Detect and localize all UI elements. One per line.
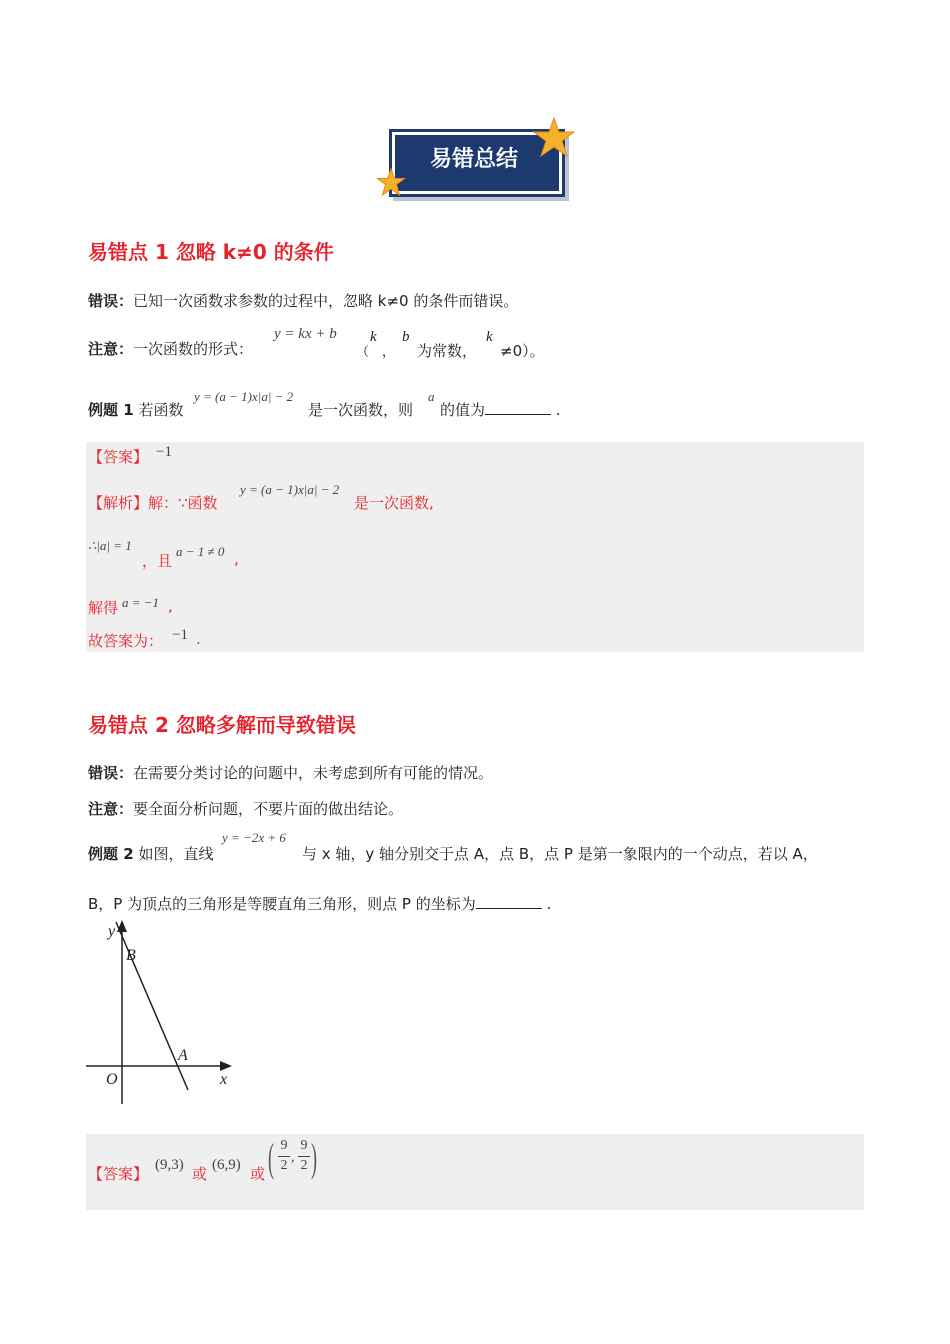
answer1-label: 【答案】 — [88, 448, 149, 466]
note-paren-open: （ — [356, 345, 370, 360]
note-formula: y = kx + b — [274, 326, 337, 342]
note-const: 为常数， — [417, 342, 478, 360]
y-axis-label: y — [108, 923, 116, 940]
note-text: 一次函数的形式： — [133, 340, 254, 358]
error-text: 在需要分类讨论的问题中，未考虑到所有可能的情况。 — [133, 764, 494, 782]
analysis-line1 — [88, 492, 218, 513]
analysis-line3-formula: a = −1 — [122, 595, 160, 610]
analysis-line2-formula2: a − 1 ≠ 0 — [176, 544, 225, 559]
analysis-line2-formula: ∴|a| = 1 — [88, 538, 132, 553]
paren-close: ) — [311, 1135, 317, 1180]
section2-error — [88, 762, 493, 783]
analysis-line2-a: ，且 — [142, 552, 173, 570]
example1-text-c: 的值为 — [440, 401, 486, 419]
point-a-label: A — [178, 1047, 188, 1064]
section1-note — [88, 338, 253, 359]
answer2-p2: (6,9) — [212, 1157, 241, 1173]
example2-text-b: 与 x 轴，y 轴分别交于点 A，点 B，点 P 是第一象限内的一个动点，若以 A， — [302, 845, 818, 863]
note-text: 要全面分析问题，不要片面的做出结论。 — [133, 800, 404, 818]
x-axis-arrow — [220, 1061, 232, 1071]
banner-title: 易错总结 — [429, 147, 518, 172]
star-icon — [376, 168, 406, 198]
origin-label: O — [106, 1071, 118, 1088]
star-icon — [532, 116, 576, 160]
x-axis-label: x — [220, 1071, 228, 1088]
example1-formula: y = (a − 1)x|a| − 2 — [194, 389, 294, 404]
note-comma: ， — [382, 345, 396, 360]
example2-formula: y = −2x + 6 — [222, 830, 286, 845]
error-label: 错误： — [88, 292, 134, 310]
paren-open: ( — [268, 1135, 274, 1180]
analysis-line1-a: 解：∵函数 — [148, 494, 218, 512]
analysis-line2-end: , — [234, 550, 239, 568]
answer-blank — [485, 400, 551, 415]
note-label: 注意： — [88, 800, 134, 818]
answer2-p3-x-den: 2 — [280, 1158, 288, 1173]
answer2-or2: 或 — [250, 1165, 266, 1183]
example2-line2: B，P 为顶点的三角形是等腰直角三角形，则点 P 的坐标为 — [88, 895, 476, 913]
note-k: k — [370, 329, 377, 345]
example2-label: 例题 2 — [88, 845, 134, 863]
note-b: b — [402, 329, 410, 345]
analysis-line4-value: −1 — [172, 627, 188, 643]
answer2-or1: 或 — [192, 1165, 208, 1183]
coordinate-graph — [84, 918, 244, 1108]
answer1-value: −1 — [156, 444, 172, 460]
section1-heading: 易错点 1 忽略 k≠0 的条件 — [88, 240, 334, 264]
fraction-bar — [298, 1156, 310, 1157]
section2-note — [88, 798, 403, 819]
note-k2: k — [486, 329, 493, 345]
error-text: 已知一次函数求参数的过程中，忽略 k≠0 的条件而错误。 — [133, 292, 519, 310]
answer2-p3-x-num: 9 — [280, 1138, 288, 1153]
fraction-bar — [278, 1156, 290, 1157]
example1-end: . — [555, 401, 561, 419]
section2-heading: 易错点 2 忽略多解而导致错误 — [88, 713, 356, 737]
note-label: 注意： — [88, 340, 134, 358]
answer-blank — [476, 894, 542, 909]
example2-text-a: 如图，直线 — [138, 845, 214, 863]
answer2-p3-y-den: 2 — [300, 1158, 308, 1173]
example1-label: 例题 1 — [88, 401, 134, 419]
note-ne0: ≠0）。 — [500, 342, 545, 360]
analysis-label: 【解析】 — [88, 494, 149, 512]
analysis-line3-a: 解得 — [88, 599, 119, 617]
example1-text — [88, 399, 183, 420]
analysis-line4-a: 故答案为： — [88, 632, 164, 650]
example2-text-a-wrap — [88, 843, 213, 864]
example1-text-c-wrap — [440, 399, 561, 420]
example1-text-b: 是一次函数，则 — [308, 401, 414, 419]
analysis-line1-b: 是一次函数, — [354, 494, 434, 512]
analysis-line1-formula: y = (a − 1)x|a| − 2 — [240, 482, 340, 497]
example2-end: . — [546, 895, 552, 913]
example2-line2-wrap — [88, 893, 551, 914]
point-b-label: B — [126, 947, 136, 964]
answer2-label: 【答案】 — [88, 1165, 149, 1183]
example1-var: a — [428, 389, 435, 404]
answer2-p3-y-num: 9 — [300, 1138, 308, 1153]
answer2-p1: (9,3) — [155, 1157, 184, 1173]
analysis-line3-end: , — [168, 597, 173, 615]
example1-text-a: 若函数 — [138, 401, 184, 419]
analysis-line4-end: . — [196, 630, 201, 648]
section1-error — [88, 290, 518, 311]
error-label: 错误： — [88, 764, 134, 782]
comma: , — [291, 1150, 295, 1165]
